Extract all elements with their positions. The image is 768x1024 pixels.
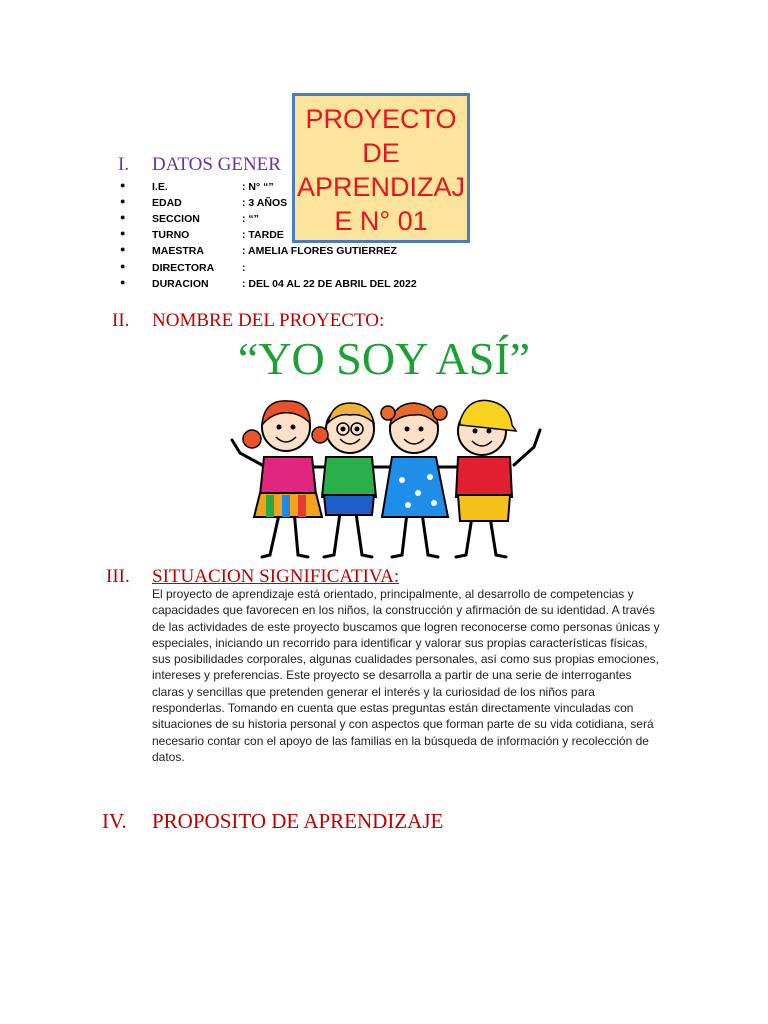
field-value: : N° “”	[242, 181, 274, 193]
field-label: SECCION	[152, 213, 200, 225]
project-title-box	[292, 93, 470, 243]
section-2-title: NOMBRE DEL PROYECTO:	[152, 310, 385, 331]
title-line: PROYECTO	[305, 104, 457, 134]
field-value: : “”	[242, 213, 259, 225]
bullet-icon: ●	[120, 180, 126, 190]
section-3-number: III.	[106, 566, 130, 587]
bullet-icon: ●	[120, 228, 126, 238]
field-value: :	[242, 262, 246, 274]
field-label: DIRECTORA	[152, 262, 215, 274]
field-label: EDAD	[152, 197, 182, 209]
section-1-title: DATOS GENER	[152, 154, 281, 175]
section-1-number: I.	[118, 154, 130, 175]
bullet-icon: ●	[120, 277, 126, 287]
section-3-title: SITUACION SIGNIFICATIVA:	[152, 566, 400, 587]
title-line: E N° 01	[334, 206, 428, 236]
bullet-icon: ●	[120, 212, 126, 222]
field-label: TURNO	[152, 229, 190, 241]
bullet-icon: ●	[120, 244, 126, 254]
field-value: : AMELIA FLORES GUTIERREZ	[242, 245, 397, 257]
field-value: : 3 AÑOS	[242, 197, 288, 209]
bullet-icon: ●	[120, 261, 126, 271]
field-value: : DEL 04 AL 22 DE ABRIL DEL 2022	[242, 278, 417, 290]
situacion-paragraph: El proyecto de aprendizaje está orientado, principalmente, al desarrollo de competencias y capacidades que favorecen en los niños, la construcción y afirmación de su identidad. A través de las actividades de este proyecto buscamos que logren reconocerse como personas únicas y especiales, iniciando un recorrido para identificar y valorar sus propias características físicas, sus posibilidades corporales, algunas cualidades personales, así como sus propias emociones, intereses y preferencias. Este proyecto se desarrolla a partir de una serie de interrogantes claras y sencillas que pretenden generar el interés y la curiosidad de los niños para responderlas. Tomando en cuenta que estas preguntas están directamente vinculadas con situaciones de su historia personal y con aspectos que forman parte de su vida cotidiana, será necesario contar con el apoyo de las familias en la búsqueda de información y recolección de datos.	[152, 587, 660, 764]
title-line: APRENDIZAJ	[296, 172, 466, 202]
project-name: “YO SOY ASÍ”	[237, 333, 531, 384]
bullet-icon: ●	[120, 196, 126, 206]
kids-illustration	[222, 385, 552, 563]
section-2-number: II.	[112, 310, 130, 331]
section-4-number: IV.	[102, 809, 127, 833]
section-4-title: PROPOSITO DE APRENDIZAJE	[152, 809, 444, 833]
title-line: DE	[362, 138, 400, 168]
field-label: DURACION	[152, 278, 209, 290]
field-label: MAESTRA	[152, 245, 204, 257]
field-label: I.E.	[152, 181, 168, 193]
field-value: : TARDE	[242, 229, 284, 241]
